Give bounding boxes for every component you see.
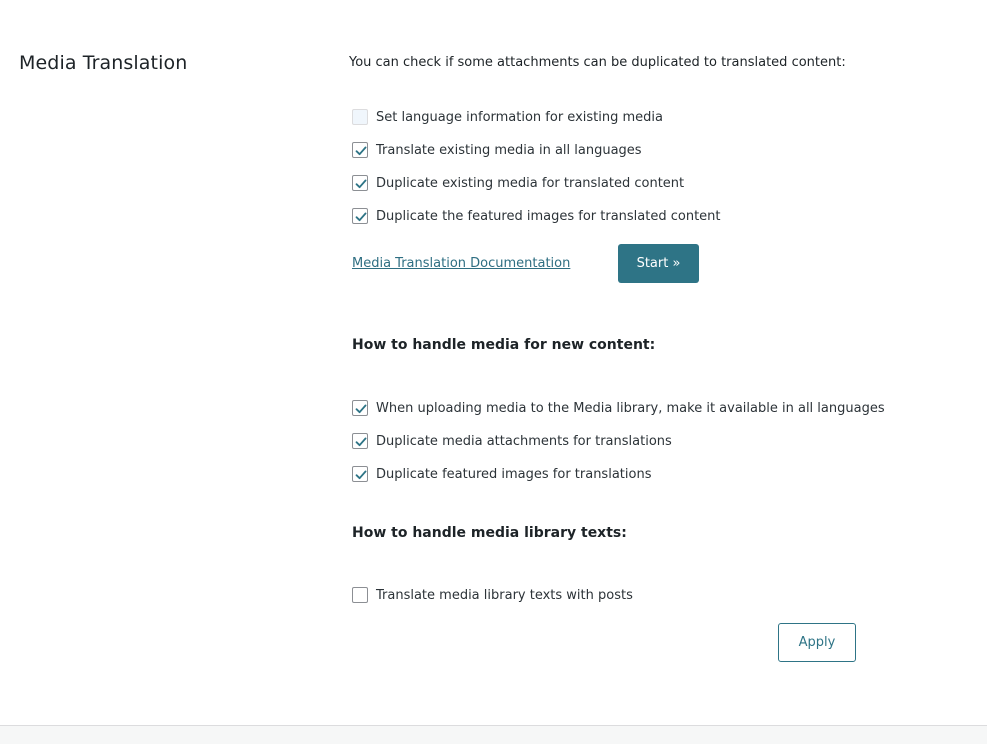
option-label: Duplicate featured images for translations [376,466,652,482]
library-texts-heading: How to handle media library texts: [352,525,627,541]
checkbox-translate-library-texts[interactable] [352,587,368,603]
option-label: Set language information for existing media [376,109,663,125]
option-duplicate-media-attachments [352,432,672,450]
checkmark-icon [353,467,369,483]
option-duplicate-featured-images [352,465,651,483]
option-label: Duplicate media attachments for translations [376,433,672,449]
checkbox-uploads-all-languages[interactable] [352,400,368,416]
intro-text: You can check if some attachments can be duplicated to translated content: [349,55,846,70]
option-set-language-info [352,108,663,126]
checkmark-icon [353,401,369,417]
checkmark-icon [353,209,369,225]
option-label: Duplicate the featured images for translated content [376,208,721,224]
option-duplicate-featured-images-existing [352,207,721,225]
checkmark-icon [353,176,369,192]
option-label: Duplicate existing media for translated content [376,175,685,191]
option-translate-existing-media [352,141,642,159]
checkbox-duplicate-featured-images-existing[interactable] [352,208,368,224]
apply-button[interactable]: Apply [778,623,856,662]
checkmark-icon [353,143,369,159]
checkbox-duplicate-media-attachments[interactable] [352,433,368,449]
checkbox-duplicate-featured-images[interactable] [352,466,368,482]
new-content-heading: How to handle media for new content: [352,337,656,353]
option-label: Translate existing media in all languages [376,142,642,158]
media-translation-documentation-link[interactable]: Media Translation Documentation [352,256,571,271]
checkbox-duplicate-existing-media[interactable] [352,175,368,191]
checkbox-translate-existing-media[interactable] [352,142,368,158]
checkmark-icon [353,434,369,450]
checkbox-set-language-info[interactable] [352,109,368,125]
option-translate-library-texts [352,586,633,604]
footer-strip [0,725,987,744]
option-label: When uploading media to the Media library, make it available in all languages [376,400,885,416]
start-button[interactable]: Start » [618,244,699,283]
option-duplicate-existing-media [352,174,684,192]
option-uploads-all-languages [352,399,885,417]
section-title: Media Translation [19,52,188,74]
option-label: Translate media library texts with posts [376,587,633,603]
